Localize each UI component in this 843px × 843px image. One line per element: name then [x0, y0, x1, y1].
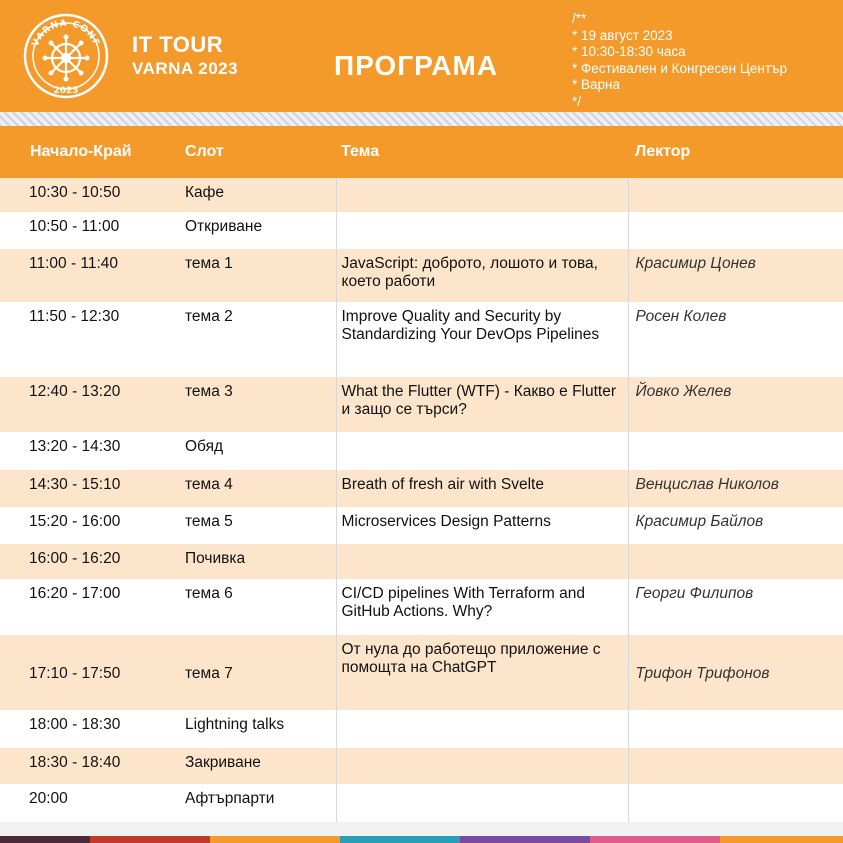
table-row: [0, 748, 843, 784]
cell-time: 12:40 - 13:20: [29, 383, 121, 400]
cell-slot: Закриване: [185, 754, 261, 771]
cell-speaker: [628, 784, 843, 822]
cell-time: 16:20 - 17:00: [29, 585, 121, 602]
column-header-slot: Слот: [177, 126, 336, 178]
table-row: [0, 635, 843, 710]
cell-time: 17:10 - 17:50: [29, 664, 121, 682]
cell-topic: [336, 784, 628, 822]
cell-topic: [336, 544, 628, 579]
brand-line-1: IT TOUR: [132, 32, 224, 57]
cell-time: 11:00 - 11:40: [29, 255, 119, 272]
event-city: * Варна: [572, 77, 620, 92]
cell-topic: CI/CD pipelines With Terraform and GitHub Actions. Why?: [336, 579, 628, 635]
cell-time: 18:30 - 18:40: [29, 754, 121, 771]
cell-speaker: Росен Колев: [628, 302, 843, 377]
cell-topic: What the Flutter (WTF) - Какво е Flutter и защо се търси?: [336, 377, 628, 432]
cell-time: 13:20 - 14:30: [29, 438, 121, 455]
varna-conf-logo: [22, 12, 110, 100]
decorative-pattern-strip: [0, 112, 843, 126]
event-date: * 19 август 2023: [572, 27, 673, 43]
cell-slot: тема 4: [185, 476, 233, 493]
cell-time: 10:50 - 11:00: [29, 218, 120, 235]
cell-time: 16:00 - 16:20: [29, 550, 121, 567]
table-header-row: [0, 126, 843, 178]
cell-speaker: Георги Филипов: [628, 579, 843, 635]
cell-slot: тема 2: [185, 308, 233, 325]
table-row: [0, 710, 843, 748]
brand: [132, 34, 238, 77]
event-hours: * 10:30-18:30 часа: [572, 44, 686, 59]
cell-slot: тема 7: [185, 664, 233, 682]
cell-slot: Lightning talks: [185, 716, 285, 733]
cell-speaker: Йовко Желев: [628, 377, 843, 432]
cell-time: 18:00 - 18:30: [29, 716, 121, 733]
bottom-color-strip: [0, 836, 843, 843]
table-row: [0, 377, 843, 432]
table-row: [0, 432, 843, 470]
cell-time: 14:30 - 15:10: [29, 476, 121, 493]
cell-topic: [336, 748, 628, 784]
cell-slot: Кафе: [185, 184, 225, 201]
column-header-topic: Тема: [336, 126, 628, 178]
cell-time: 20:00: [29, 790, 68, 807]
cell-speaker: Красимир Байлов: [628, 507, 843, 544]
cell-time: 11:50 - 12:30: [29, 308, 120, 325]
cell-slot: Почивка: [185, 550, 246, 567]
ship-wheel-icon: [22, 12, 110, 100]
cell-slot: тема 5: [185, 513, 233, 530]
logo-year: 2023: [53, 86, 79, 96]
cell-speaker: [628, 432, 843, 470]
header: [0, 0, 843, 112]
cell-slot: Обяд: [185, 438, 224, 455]
cell-topic: От нула до работещо приложение с помощта на ChatGPT: [336, 635, 628, 710]
table-row: [0, 212, 843, 249]
cell-speaker: [628, 748, 843, 784]
cell-speaker: [628, 178, 843, 212]
table-row: [0, 470, 843, 507]
column-header-speaker: Лектор: [628, 126, 843, 178]
table-row: [0, 178, 843, 212]
cell-topic: [336, 178, 628, 212]
cell-topic: [336, 710, 628, 748]
column-header-time: Начало-Край: [0, 126, 177, 178]
cell-time: 15:20 - 16:00: [29, 513, 121, 530]
cell-topic: Microservices Design Patterns: [336, 507, 628, 544]
table-row: [0, 579, 843, 635]
page-title: ПРОГРАМА: [334, 50, 499, 81]
table-row: [0, 784, 843, 822]
cell-speaker: [628, 710, 843, 748]
cell-slot: Афтърпарти: [185, 790, 275, 807]
cell-time: 10:30 - 10:50: [29, 184, 121, 201]
table-row: [0, 507, 843, 544]
cell-topic: Breath of fresh air with Svelte: [336, 470, 628, 507]
logo-ring-text: VARNA CONF: [30, 18, 102, 49]
cell-speaker: [628, 544, 843, 579]
event-info: [572, 11, 787, 110]
schedule-table: [0, 126, 843, 822]
brand-line-2: VARNA 2023: [132, 59, 239, 78]
cell-speaker: Трифон Трифонов: [628, 635, 843, 710]
cell-speaker: Красимир Цонев: [628, 249, 843, 302]
cell-topic: Improve Quality and Security by Standardizing Your DevOps Pipelines: [336, 302, 628, 377]
table-row: [0, 249, 843, 302]
event-venue: * Фестивален и Конгресен Център: [572, 60, 787, 76]
table-row: [0, 302, 843, 377]
event-info-line: */: [572, 93, 582, 109]
event-info-line: /**: [572, 11, 587, 26]
cell-topic: [336, 432, 628, 470]
cell-slot: тема 6: [185, 585, 233, 602]
cell-slot: тема 1: [185, 255, 233, 272]
cell-topic: JavaScript: доброто, лошото и това, което работи: [336, 249, 628, 302]
cell-topic: [336, 212, 628, 249]
table-row: [0, 544, 843, 579]
cell-slot: тема 3: [185, 383, 233, 400]
cell-speaker: Венцислав Николов: [628, 470, 843, 507]
cell-slot: Откриване: [185, 218, 263, 235]
schedule-table-wrap: [0, 126, 843, 822]
cell-speaker: [628, 212, 843, 249]
